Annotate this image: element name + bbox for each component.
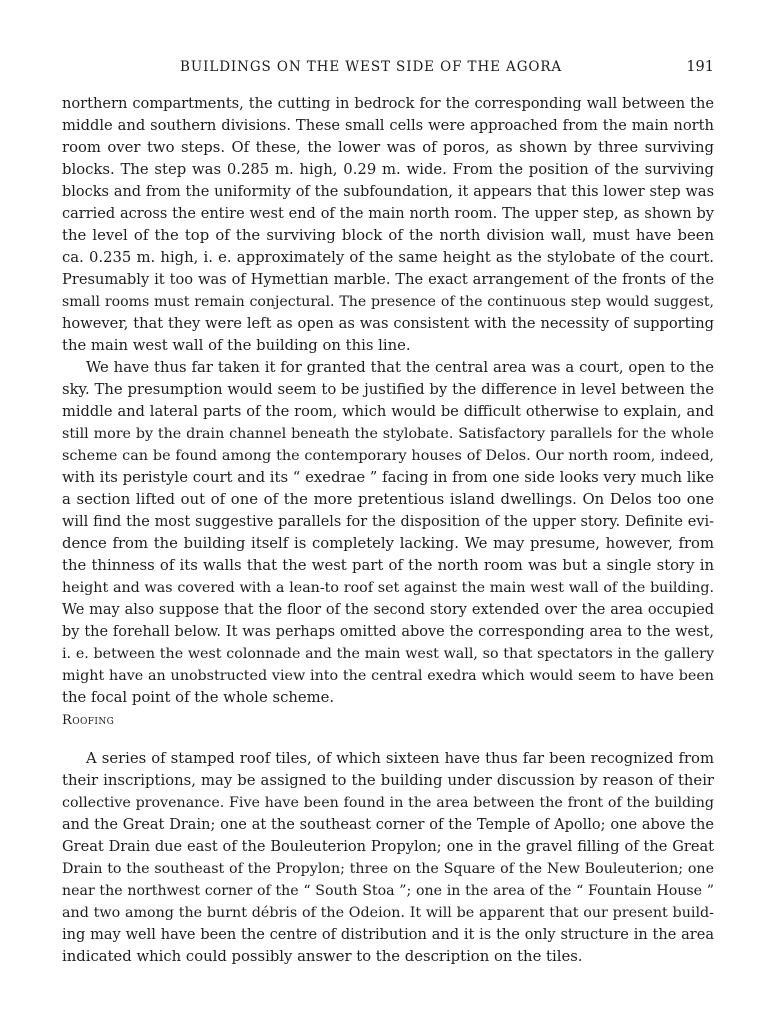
running-title: BUILDINGS ON THE WEST SIDE OF THE AGORA — [180, 59, 563, 75]
paragraph-2-line: might have an unobstructed view into the central exedra which would seem to have been — [62, 668, 714, 684]
paragraph-1-line: room over two steps. Of these, the lower was of poros, as shown by three surviving — [62, 139, 714, 156]
paragraph-2-line: scheme can be found among the contemporary houses of Delos. Our north room, indeed, — [62, 448, 714, 464]
paragraph-2-line: the thinness of its walls that the west part of the north room was but a single story in — [62, 557, 714, 574]
paragraph-1-line: blocks. The step was 0.285 m. high, 0.29 m. wide. From the position of the surviving — [62, 161, 714, 178]
paragraph-3-line: indicated which could possibly answer to the description on the tiles. — [62, 948, 583, 965]
paragraph-3-line: Great Drain due east of the Bouleuterion Propylon; one in the gravel filling of the Great — [62, 838, 714, 855]
paragraph-2-line: dence from the building itself is completely lacking. We may presume, however, from — [62, 535, 714, 552]
paragraph-1-line: ca. 0.235 m. high, i. e. approximately of the same height as the stylobate of the court. — [62, 249, 714, 266]
paragraph-3-line: Drain to the southeast of the Propylon; three on the Square of the New Bouleuterion; one — [62, 861, 714, 877]
paragraph-2-line: i. e. between the west colonnade and the main west wall, so that spectators in the gallery — [62, 646, 714, 662]
paragraph-3-line: near the northwest corner of the “ South Stoa ”; one in the area of the “ Fountain House ” — [62, 883, 714, 899]
paragraph-2-line: still more by the drain channel beneath the stylobate. Satisfactory parallels for the whole — [62, 426, 714, 442]
page-number: 191 — [686, 59, 714, 75]
paragraph-1-line: Presumably it too was of Hymettian marble. The exact arrangement of the fronts of the — [62, 271, 714, 288]
paragraph-2-line: will find the most suggestive parallels for the disposition of the upper story. Definite evi- — [62, 514, 714, 530]
paragraph-2-line: with its peristyle court and its “ exedrae ” facing in from one side looks very much like — [62, 469, 714, 486]
paragraph-3-line: collective provenance. Five have been found in the area between the front of the building — [62, 795, 714, 811]
running-head — [62, 59, 714, 79]
paragraph-1-line: carried across the entire west end of the main north room. The upper step, as shown by — [62, 206, 714, 222]
paragraph-1-line: small rooms must remain conjectural. The presence of the continuous step would suggest, — [62, 294, 714, 310]
paragraph-3-line: their inscriptions, may be assigned to the building under discussion by reason of their — [62, 772, 714, 789]
paragraph-2-line: middle and lateral parts of the room, which would be difficult otherwise to explain, and — [62, 403, 714, 420]
paragraph-2-line: a section lifted out of one of the more pretentious island dwellings. On Delos too one — [62, 491, 714, 508]
paragraph-2-line: height and was covered with a lean-to roof set against the main west wall of the building. — [62, 580, 714, 596]
paragraph-2-line: by the forehall below. It was perhaps omitted above the corresponding area to the west, — [62, 624, 714, 640]
paragraph-1-line: blocks and from the uniformity of the subfoundation, it appears that this lower step was — [62, 184, 714, 200]
paragraph-2-line: We may also suppose that the floor of the second story extended over the area occupied — [62, 602, 714, 618]
paragraph-1-line: northern compartments, the cutting in bedrock for the corresponding wall between the — [62, 95, 714, 112]
paragraph-3-line: and the Great Drain; one at the southeast corner of the Temple of Apollo; one above the — [62, 817, 714, 833]
paragraph-3-line: ing may well have been the centre of distribution and it is the only structure in the area — [62, 927, 714, 943]
paragraph-2-line: We have thus far taken it for granted that the central area was a court, open to the — [86, 359, 714, 376]
paragraph-1-line: the level of the top of the surviving block of the north division wall, must have been — [62, 227, 714, 244]
paragraph-1-line: the main west wall of the building on this line. — [62, 337, 411, 354]
paragraph-3-line: A series of stamped roof tiles, of which sixteen have thus far been recognized from — [86, 750, 714, 767]
paragraph-2-line: sky. The presumption would seem to be justified by the difference in level between the — [62, 381, 714, 398]
section-heading: Roofing — [62, 713, 115, 728]
paragraph-1-line: however, that they were left as open as was consistent with the necessity of supporting — [62, 315, 714, 332]
paragraph-1-line: middle and southern divisions. These small cells were approached from the main north — [62, 117, 714, 134]
paragraph-2-line: the focal point of the whole scheme. — [62, 689, 335, 706]
paragraph-3-line: and two among the burnt débris of the Odeion. It will be apparent that our present build- — [62, 905, 714, 921]
